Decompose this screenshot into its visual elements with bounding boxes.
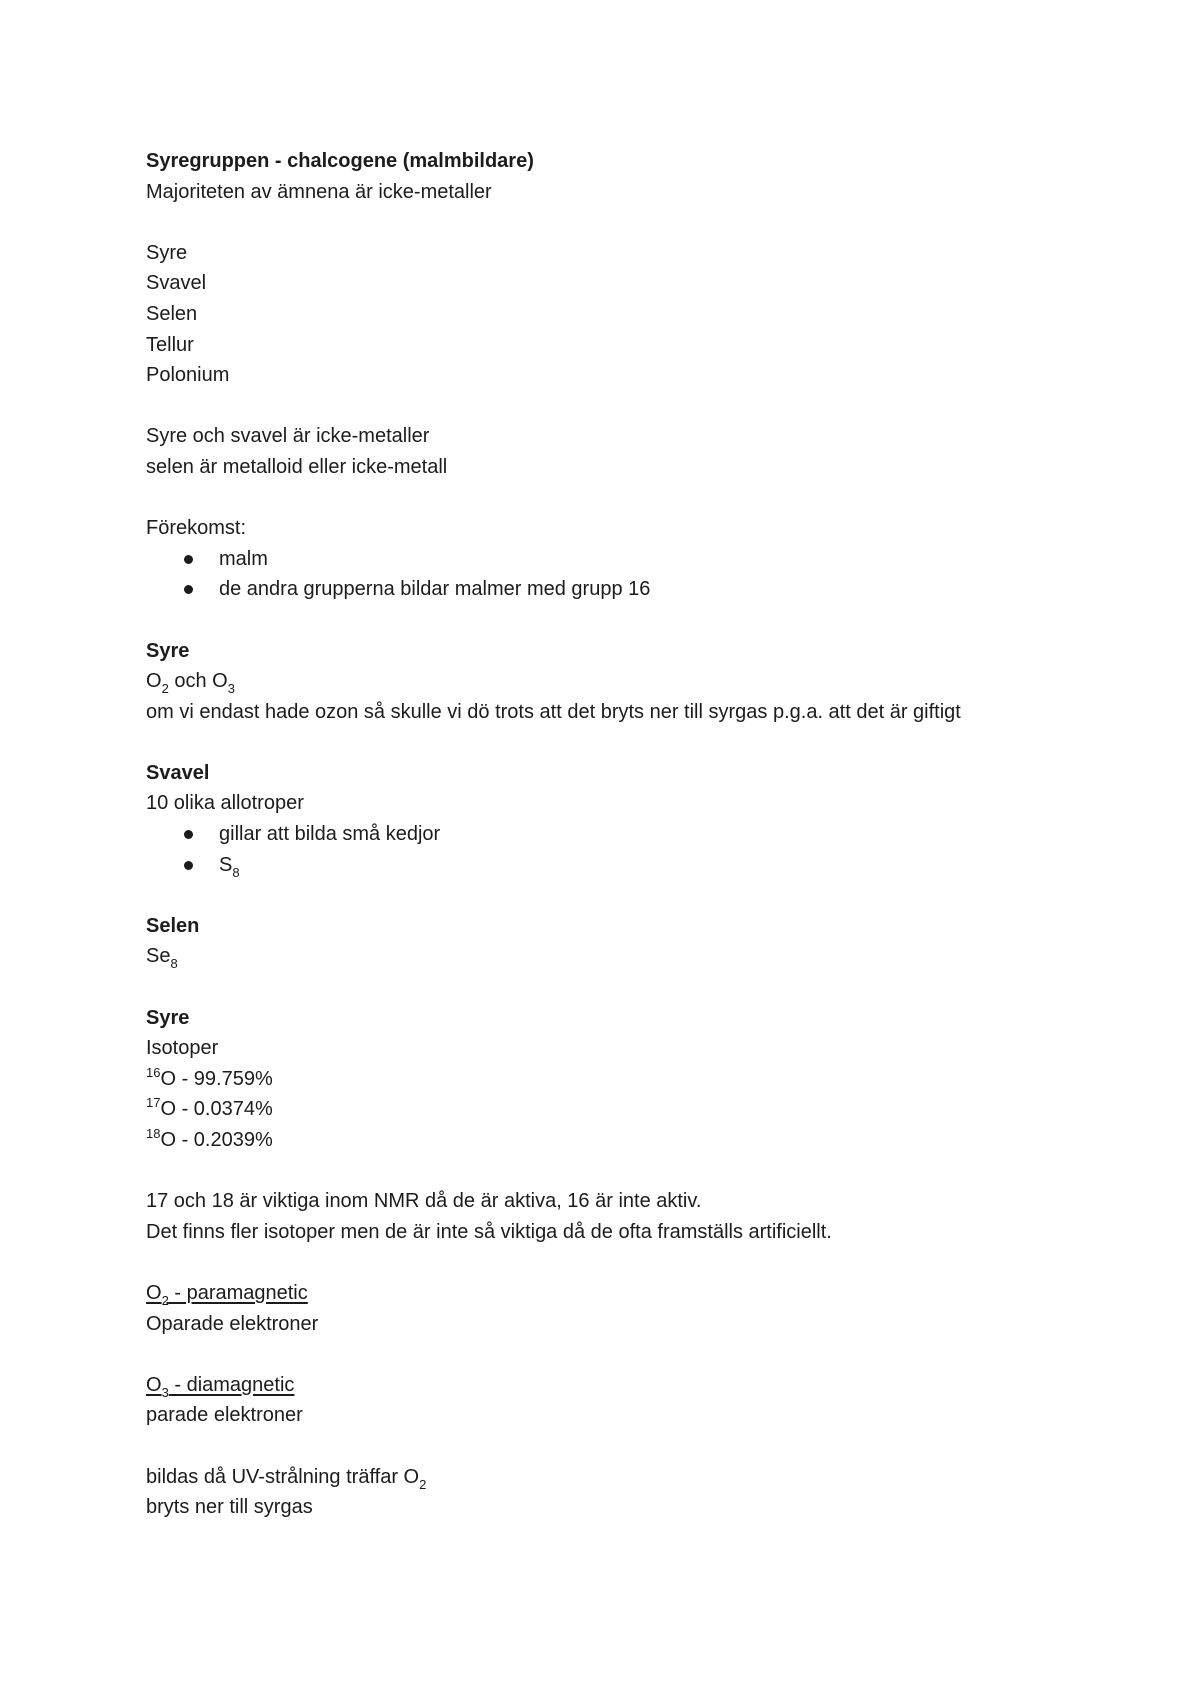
spacer [146, 1156, 1146, 1187]
isotopes-label: Isotoper [146, 1037, 219, 1060]
spacer [146, 727, 1146, 758]
formula-subscript: 8 [170, 956, 178, 972]
o3-formation [146, 1462, 1146, 1493]
spacer [146, 880, 1146, 911]
mass-number: 18 [146, 1126, 161, 1141]
o3-heading [146, 1370, 1146, 1401]
isotope-note: Det finns fler isotoper men de är inte så viktiga då de ofta framställs artificiellt. [146, 1220, 832, 1243]
mass-number: 16 [146, 1064, 161, 1080]
spacer [146, 1247, 1146, 1278]
heading-rest: - paramagnetic [168, 1281, 308, 1304]
isotope-value: O - 0.0374% [160, 1098, 273, 1121]
formula-subscript: 2 [161, 681, 169, 697]
isotope-row [146, 1094, 1146, 1125]
list-item [146, 819, 1146, 850]
spacer [146, 1431, 1146, 1462]
mass-number: 17 [146, 1095, 161, 1111]
syre-note: om vi endast hade ozon så skulle vi dö trots att det bryts ner till syrgas p.g.a. att det är giftigt [146, 700, 961, 723]
bullet-icon [184, 861, 193, 870]
element-item: Polonium [146, 364, 230, 387]
element-item: Syre [146, 241, 188, 264]
spacer [146, 483, 1146, 514]
section-heading-syre: Syre [146, 639, 190, 662]
formula-base: S [219, 853, 233, 876]
classification-line: Syre och svavel är icke-metaller [146, 425, 430, 448]
list-item [146, 574, 1146, 605]
section-heading-svavel: Svavel [146, 761, 210, 784]
o3-heading-text [146, 1373, 295, 1400]
list-item [146, 850, 1146, 881]
spacer [146, 391, 1146, 422]
o2-text: Oparade elektroner [146, 1312, 319, 1335]
spacer [146, 972, 1146, 1003]
formula-subscript: 3 [227, 681, 235, 697]
bullet-icon [184, 585, 193, 594]
list-item-text [219, 853, 240, 880]
formation-text: bildas då UV-strålning träffar O [146, 1465, 420, 1488]
formula-subscript: 3 [161, 1384, 169, 1400]
document-title: Syregruppen - chalcogene (malmbildare) [146, 150, 534, 172]
spacer [146, 1339, 1146, 1370]
list-item-text: de andra grupperna bildar malmer med grupp 16 [219, 578, 651, 601]
list-item-text: malm [219, 547, 268, 570]
syre-formula [146, 666, 1146, 697]
formula-base: O [146, 1373, 162, 1396]
o3-breakdown: bryts ner till syrgas [146, 1496, 313, 1519]
formula-subscript: 8 [232, 864, 240, 880]
list-item [146, 544, 1146, 575]
isotope-value: O - 0.2039% [160, 1129, 273, 1151]
document-page [146, 146, 1146, 1523]
formula-base: O [146, 670, 162, 693]
element-item: Tellur [146, 333, 194, 356]
classification-line: selen är metalloid eller icke-metall [146, 455, 448, 478]
formula-base: Se [146, 945, 171, 968]
spacer [146, 605, 1146, 636]
spacer [146, 207, 1146, 238]
heading-rest: - diamagnetic [168, 1373, 295, 1396]
element-item: Selen [146, 302, 198, 325]
occurrence-list [146, 544, 1146, 605]
occurrence-heading: Förekomst: [146, 517, 247, 540]
isotope-value: O - 99.759% [160, 1067, 273, 1090]
list-item-text: gillar att bilda små kedjor [219, 823, 441, 846]
isotope-row [146, 1064, 1146, 1095]
formula-connector: och [168, 670, 213, 693]
bullet-icon [184, 830, 193, 839]
element-item: Svavel [146, 272, 207, 295]
isotope-note: 17 och 18 är viktiga inom NMR då de är aktiva, 16 är inte aktiv. [146, 1190, 702, 1213]
formula-subscript: 2 [161, 1292, 169, 1308]
svavel-list [146, 819, 1146, 880]
formula-subscript: 2 [419, 1476, 427, 1492]
bullet-icon [184, 555, 193, 564]
o2-heading-text [146, 1281, 308, 1308]
isotope-row [146, 1125, 1146, 1156]
o3-text: parade elektroner [146, 1404, 303, 1427]
o2-heading [146, 1278, 1146, 1309]
svavel-text: 10 olika allotroper [146, 792, 304, 815]
formula-base: O [212, 670, 228, 693]
selen-formula [146, 941, 1146, 972]
section-heading-selen: Selen [146, 914, 200, 937]
section-heading-isotopes: Syre [146, 1006, 190, 1029]
intro-text: Majoriteten av ämnena är icke-metaller [146, 180, 492, 203]
formula-base: O [146, 1281, 162, 1304]
